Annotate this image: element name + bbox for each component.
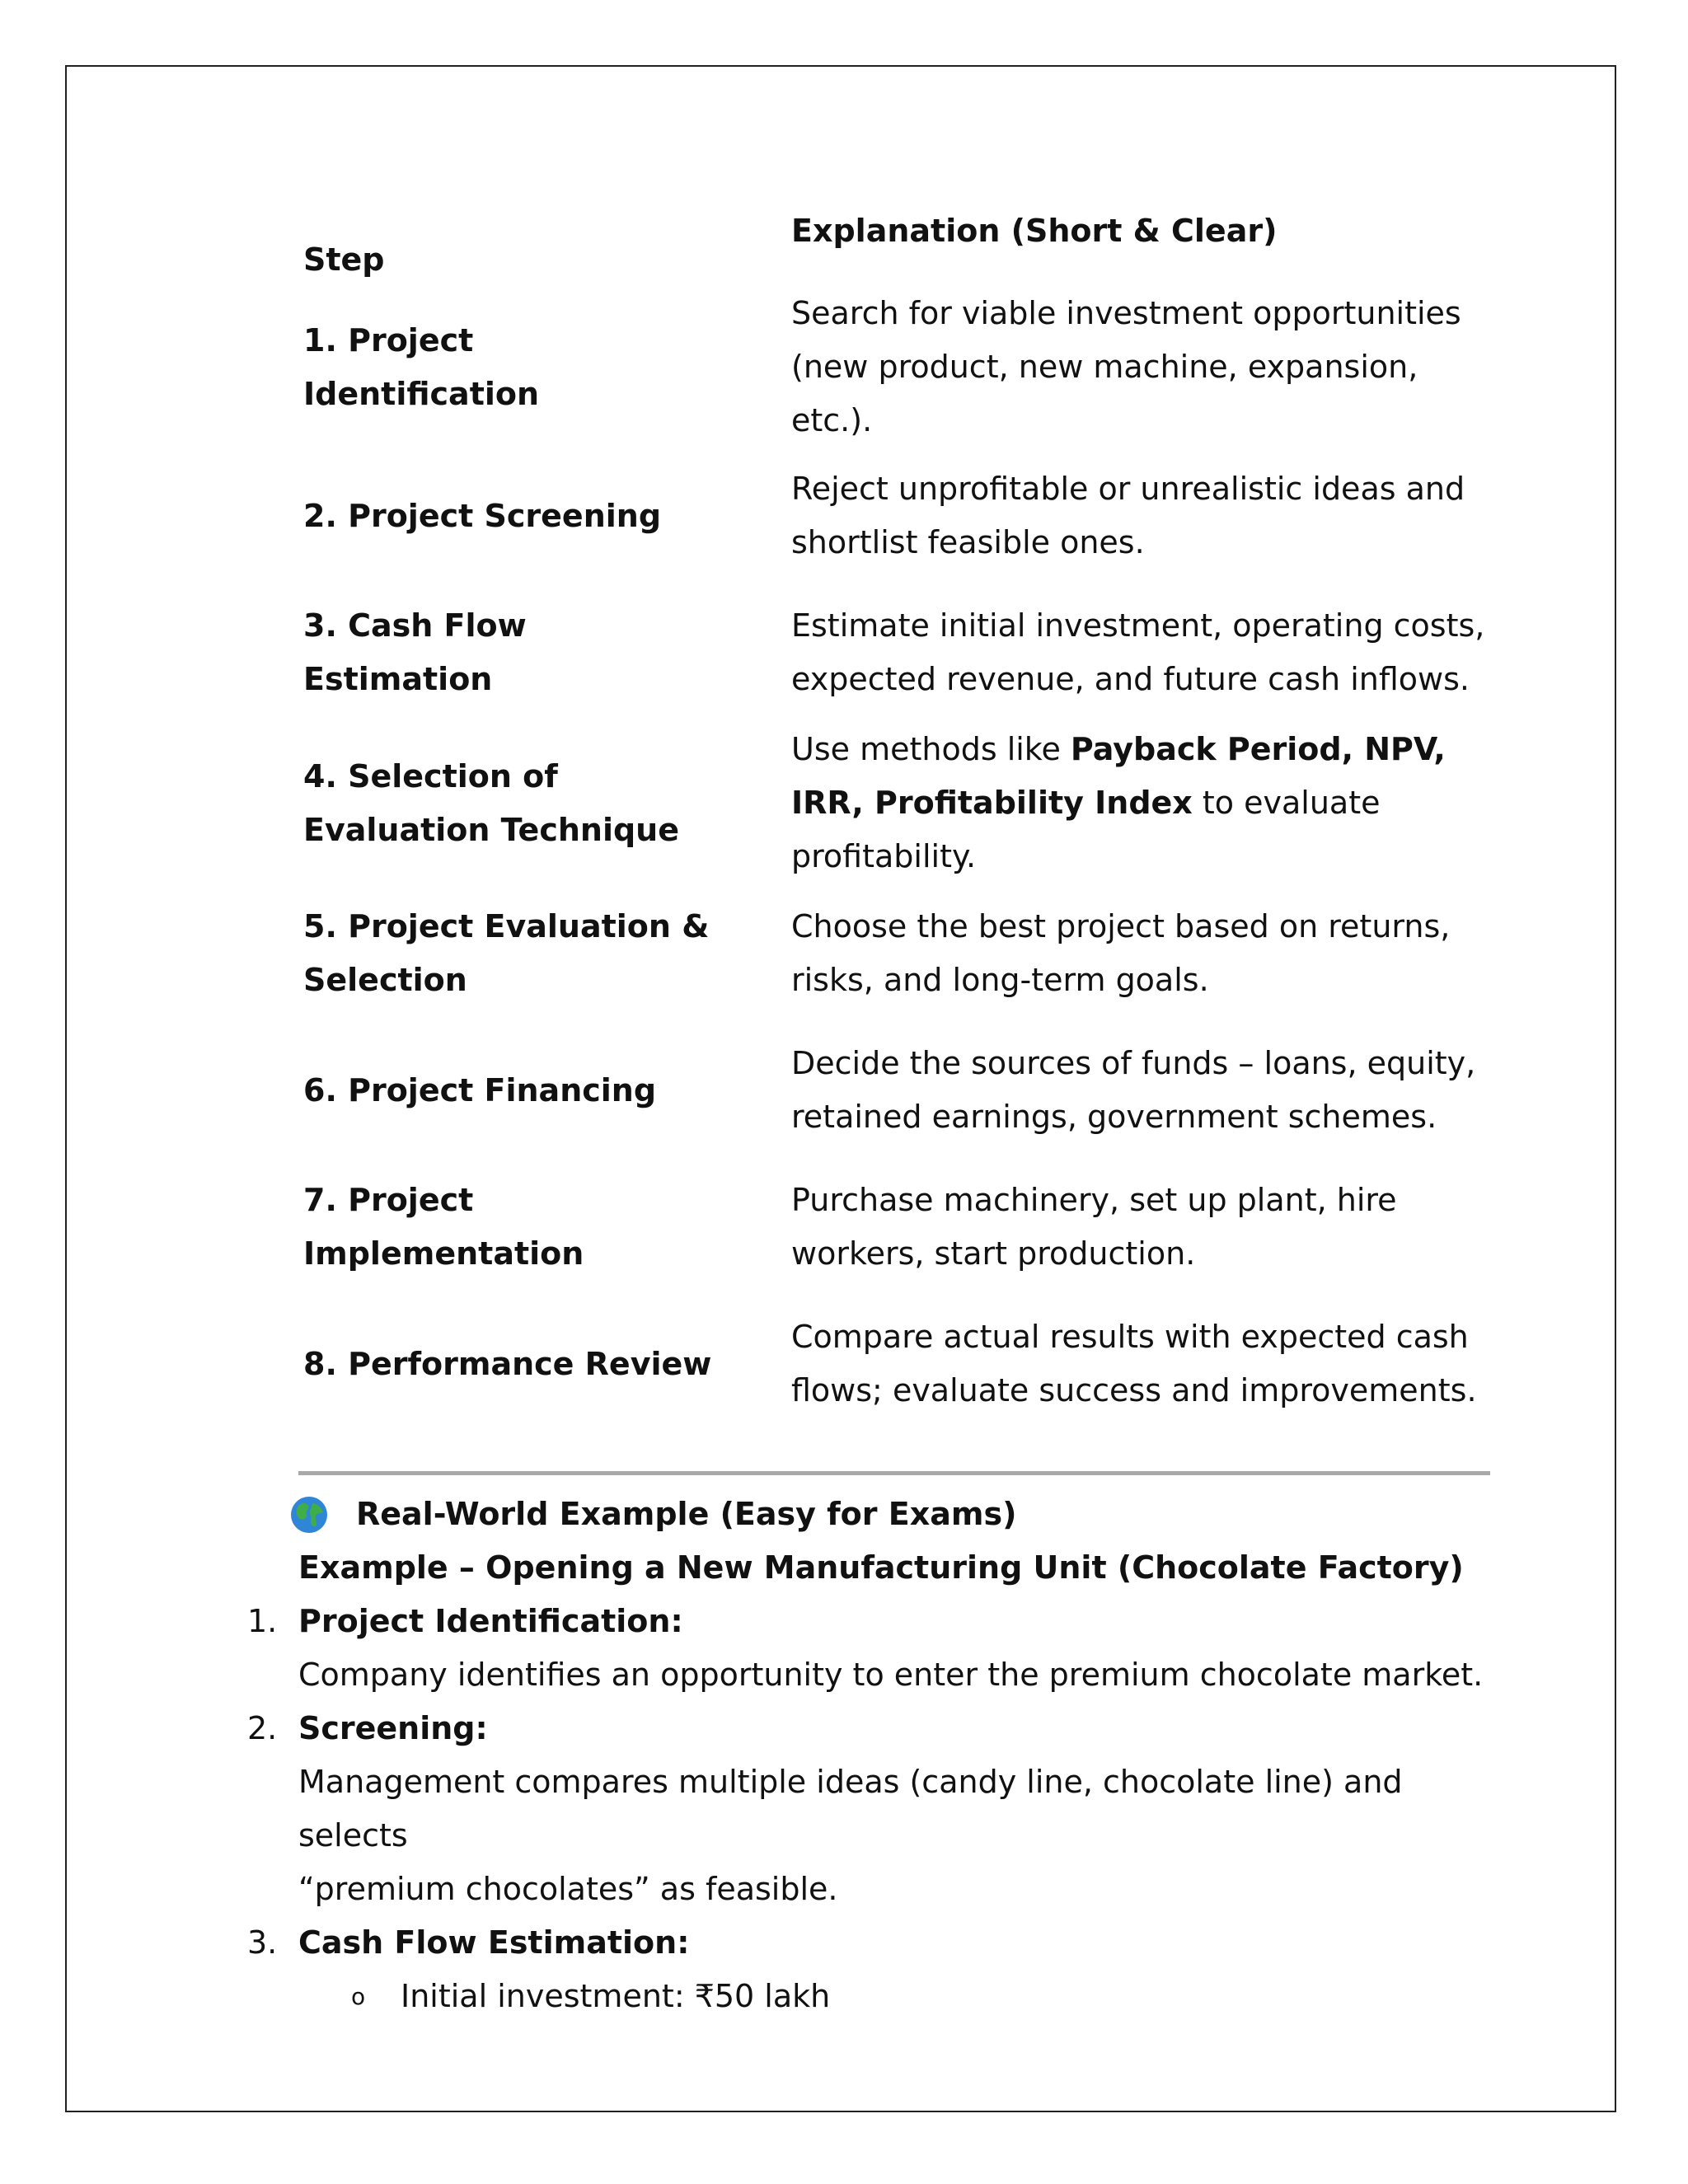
table-row xyxy=(303,287,1490,448)
step-explanation: Estimate initial investment, operating costs, xyxy=(791,607,1485,644)
table-row xyxy=(303,885,1490,1022)
circle-bullet-icon: o xyxy=(351,1983,366,2010)
list-item-text: Company identifies an opportunity to enter the premium chocolate market. xyxy=(298,1657,1484,1693)
list-item xyxy=(231,1916,1517,1970)
example-section xyxy=(231,1488,1517,2023)
method-names: Payback Period, NPV, xyxy=(1070,731,1446,767)
step-label: Selection xyxy=(303,962,467,998)
step-label: Identification xyxy=(303,375,540,412)
list-number: 1. xyxy=(247,1603,278,1639)
step-explanation: workers, start production. xyxy=(791,1235,1196,1272)
header-step: Step xyxy=(303,241,385,278)
step-explanation: to evaluate xyxy=(1192,785,1381,821)
step-explanation: (new product, new machine, expansion, etc.). xyxy=(791,349,1418,438)
step-label: 5. Project Evaluation & xyxy=(303,908,710,944)
list-item xyxy=(231,1595,1517,1702)
step-explanation: Decide the sources of funds – loans, equity, xyxy=(791,1045,1476,1081)
table-row xyxy=(303,1022,1490,1159)
method-names: IRR, Profitability Index xyxy=(791,785,1193,821)
step-explanation: Reject unprofitable or unrealistic ideas and xyxy=(791,471,1465,507)
step-explanation: Purchase machinery, set up plant, hire xyxy=(791,1182,1397,1218)
step-label: 1. Project xyxy=(303,321,474,359)
table-row xyxy=(303,721,1490,885)
step-label: 3. Cash Flow xyxy=(303,607,527,644)
table-row xyxy=(303,1296,1490,1432)
step-explanation: Search for viable investment opportunities xyxy=(791,295,1461,331)
step-explanation: retained earnings, government schemes. xyxy=(791,1099,1437,1135)
list-number: 2. xyxy=(247,1710,278,1746)
header-explanation: Explanation (Short & Clear) xyxy=(791,213,1278,249)
sub-list-text: Initial investment: ₹50 lakh xyxy=(401,1978,831,2014)
example-title xyxy=(298,1488,1517,1541)
step-label: 8. Performance Review xyxy=(303,1345,712,1382)
table-row xyxy=(303,448,1490,584)
step-label: Estimation xyxy=(303,661,493,697)
globe-icon xyxy=(290,1496,328,1534)
sub-list xyxy=(351,1970,1517,2023)
step-label: Implementation xyxy=(303,1235,584,1272)
table-header-row xyxy=(303,204,1490,287)
list-number: 3. xyxy=(247,1924,278,1961)
step-explanation: Use methods like xyxy=(791,731,1071,767)
list-item-text: Management compares multiple ideas (candy line, chocolate line) and selects xyxy=(298,1764,1403,1854)
step-explanation: expected revenue, and future cash inflows. xyxy=(791,661,1470,697)
step-explanation: Choose the best project based on returns, xyxy=(791,908,1451,944)
section-divider xyxy=(298,1471,1490,1475)
list-item-heading: Project Identification: xyxy=(298,1603,683,1639)
list-item-heading: Cash Flow Estimation: xyxy=(298,1924,690,1961)
step-label: 2. Project Screening xyxy=(303,497,662,534)
example-subtitle: Example – Opening a New Manufacturing Unit (Chocolate Factory) xyxy=(298,1549,1464,1586)
step-label: 6. Project Financing xyxy=(303,1071,657,1108)
table-row xyxy=(303,584,1490,721)
step-label: 7. Project xyxy=(303,1182,474,1218)
step-explanation: Compare actual results with expected cash xyxy=(791,1319,1469,1355)
step-explanation: risks, and long-term goals. xyxy=(791,962,1209,998)
table-row xyxy=(303,1159,1490,1296)
step-explanation: flows; evaluate success and improvements. xyxy=(791,1372,1477,1408)
list-item-text: “premium chocolates” as feasible. xyxy=(298,1871,838,1907)
example-title-text: Real-World Example (Easy for Exams) xyxy=(356,1496,1017,1532)
step-explanation: profitability. xyxy=(791,838,977,874)
step-explanation: shortlist feasible ones. xyxy=(791,524,1145,560)
sub-list-item xyxy=(351,1970,1517,2023)
step-label: Evaluation Technique xyxy=(303,811,679,848)
step-label: 4. Selection of xyxy=(303,757,558,794)
list-item-heading: Screening: xyxy=(298,1710,488,1746)
list-item xyxy=(231,1702,1517,1916)
steps-table xyxy=(303,204,1490,1432)
